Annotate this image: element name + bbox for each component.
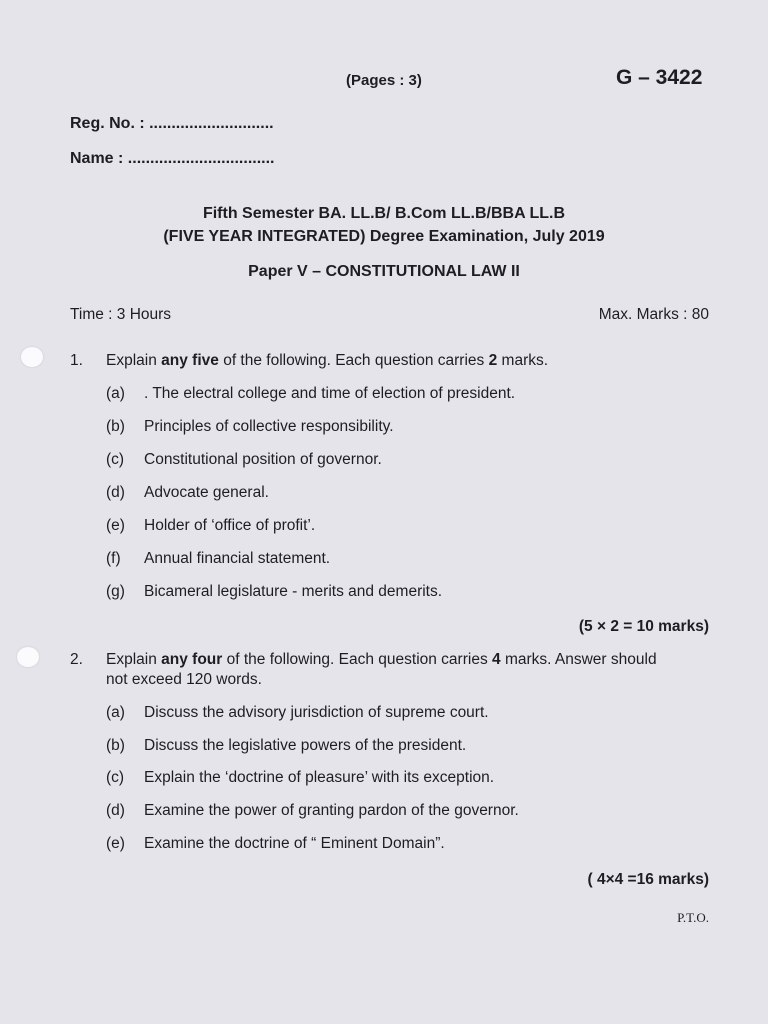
intro-marks: 2 [488, 352, 498, 369]
marks-allocation: ( 4×4 =16 marks) [587, 871, 709, 888]
question-number: 2. [70, 651, 83, 668]
intro-text: Explain [106, 352, 157, 369]
item-label: (g) [106, 583, 125, 600]
item-text: Constitutional position of governor. [144, 451, 382, 468]
page-count: (Pages : 3) [346, 72, 422, 89]
intro-text: marks. [501, 352, 549, 369]
item-label: (c) [106, 451, 125, 468]
item-label: (e) [106, 517, 125, 534]
page-turn-note: P.T.O. [677, 910, 709, 925]
intro-text: of the following. Each question carries [223, 352, 485, 369]
max-marks: Max. Marks : 80 [598, 306, 709, 323]
question-intro-line2: not exceed 120 words. [106, 671, 262, 688]
intro-emphasis: any four [161, 651, 223, 668]
item-label: (e) [106, 835, 125, 852]
intro-marks: 4 [492, 651, 501, 668]
paper-title: Paper V – CONSTITUTIONAL LAW II [248, 263, 520, 280]
item-label: (f) [106, 550, 121, 567]
item-label: (a) [106, 385, 125, 402]
punch-hole-bottom [17, 647, 39, 667]
item-label: (c) [106, 769, 125, 786]
item-text: Annual financial statement. [144, 550, 331, 567]
item-text: Explain the ‘doctrine of pleasure’ with its exception. [144, 769, 495, 786]
intro-emphasis: any five [161, 352, 219, 369]
question-number: 1. [70, 352, 83, 369]
paper-code: G – 3422 [616, 66, 703, 89]
item-label: (b) [106, 418, 125, 435]
item-label: (b) [106, 737, 125, 754]
item-text: Bicameral legislature - merits and demerits. [144, 583, 443, 600]
question-intro [106, 651, 657, 669]
exam-title-line1: Fifth Semester BA. LL.B/ B.Com LL.B/BBA LL.B [202, 205, 566, 222]
item-text: Discuss the advisory jurisdiction of supreme court. [144, 704, 489, 721]
intro-text: Explain [106, 651, 157, 668]
intro-text: marks. Answer should [504, 651, 657, 668]
item-text: Holder of ‘office of profit’. [144, 517, 316, 534]
item-label: (a) [106, 704, 125, 721]
item-text: Advocate general. [144, 484, 269, 501]
item-label: (d) [106, 802, 125, 819]
marks-allocation: (5 × 2 = 10 marks) [578, 618, 709, 635]
item-label: (d) [106, 484, 125, 501]
exam-time: Time : 3 Hours [70, 306, 172, 323]
exam-title-line2: (FIVE YEAR INTEGRATED) Degree Examination, July 2019 [163, 228, 605, 245]
question-intro [106, 352, 548, 370]
name-field: Name : ................................. [70, 150, 275, 167]
item-text: Discuss the legislative powers of the president. [144, 737, 467, 754]
item-text: Principles of collective responsibility. [144, 418, 394, 435]
intro-text: of the following. Each question carries [226, 651, 488, 668]
item-text: Examine the power of granting pardon of the governor. [144, 802, 519, 819]
reg-no-field: Reg. No. : ............................ [70, 115, 274, 132]
item-text: . The electral college and time of election of president. [144, 385, 516, 402]
punch-hole-top [21, 347, 43, 367]
item-text: Examine the doctrine of “ Eminent Domain”. [144, 835, 445, 852]
